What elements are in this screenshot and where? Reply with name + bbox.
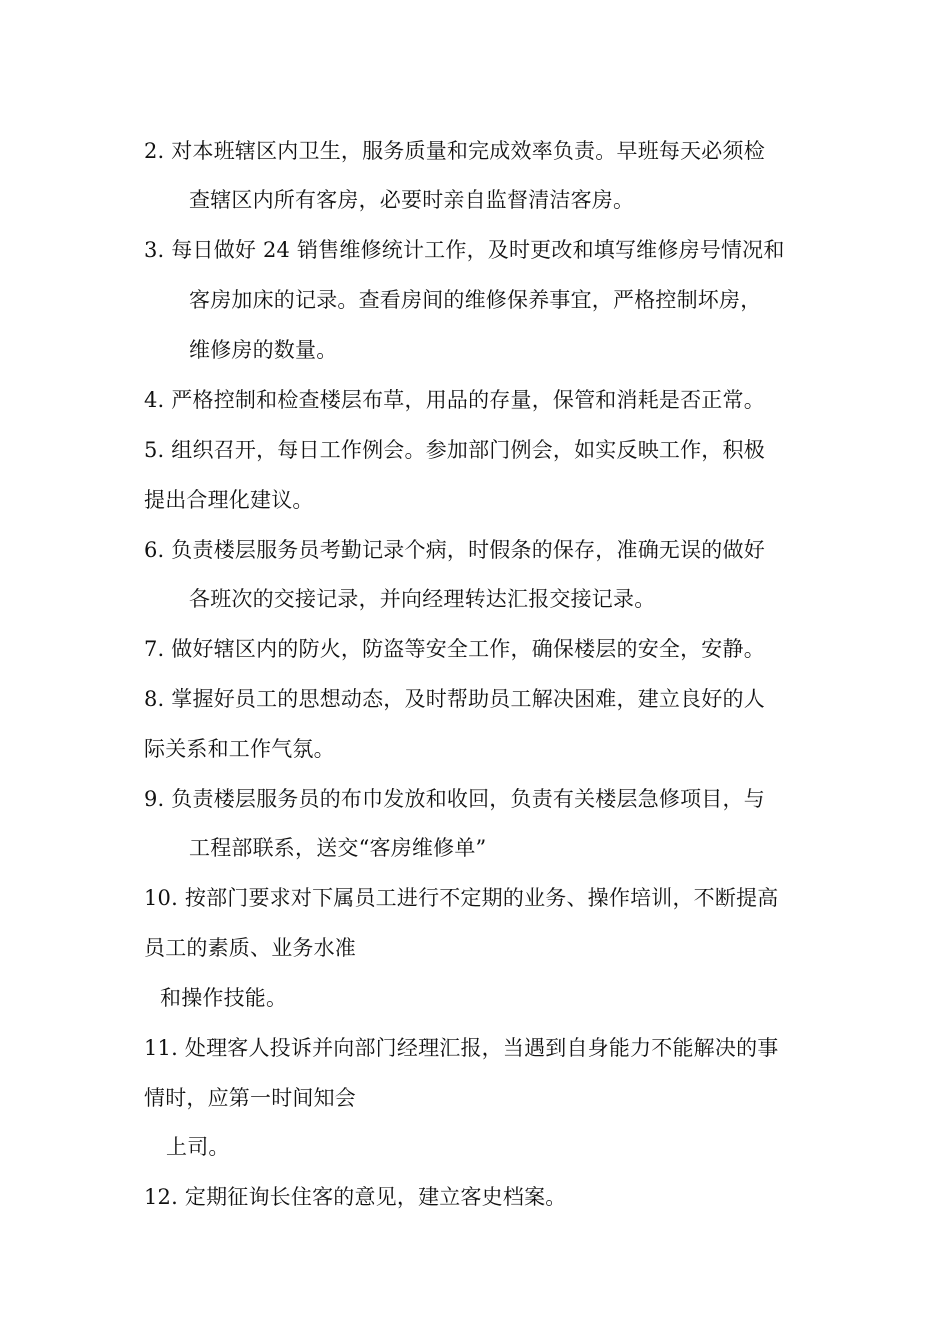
text-line: 员工的素质、业务水准 (144, 936, 356, 960)
text-line: 各班次的交接记录，并向经理转达汇报交接记录。 (189, 587, 656, 611)
text-line: 2. 对本班辖区内卫生，服务质量和完成效率负责。早班每天必须检 (144, 139, 765, 163)
text-line: 上司。 (166, 1135, 230, 1159)
text-line: 11. 处理客人投诉并向部门经理汇报，当遇到自身能力不能解决的事 (144, 1036, 779, 1060)
text-line: 9. 负责楼层服务员的布巾发放和收回，负责有关楼层急修项目，与 (144, 787, 765, 811)
text-line: 12. 定期征询长住客的意见，建立客史档案。 (144, 1185, 567, 1209)
text-line: 7. 做好辖区内的防火，防盗等安全工作，确保楼层的安全，安静。 (144, 637, 765, 661)
text-line: 6. 负责楼层服务员考勤记录个病，时假条的保存，准确无误的做好 (144, 538, 765, 562)
text-line: 和操作技能。 (160, 986, 288, 1010)
text-line: 10. 按部门要求对下属员工进行不定期的业务、操作培训，不断提高 (144, 886, 779, 910)
text-line: 客房加床的记录。查看房间的维修保养事宜，严格控制坏房， (189, 288, 762, 312)
text-line: 查辖区内所有客房，必要时亲自监督清洁客房。 (189, 188, 635, 212)
text-line: 提出合理化建议。 (144, 488, 314, 512)
text-line: 情时，应第一时间知会 (144, 1086, 356, 1110)
text-line: 工程部联系，送交“客房维修单” (189, 836, 487, 860)
text-line: 维修房的数量。 (189, 338, 338, 362)
text-line: 5. 组织召开，每日工作例会。参加部门例会，如实反映工作，积极 (144, 438, 765, 462)
text-line: 际关系和工作气氛。 (144, 737, 335, 761)
text-line: 8. 掌握好员工的思想动态，及时帮助员工解决困难，建立良好的人 (144, 687, 765, 711)
text-line: 4. 严格控制和检查楼层布草，用品的存量，保管和消耗是否正常。 (144, 388, 765, 412)
text-line: 3. 每日做好 24 销售维修统计工作，及时更改和填写维修房号情况和 (144, 238, 785, 262)
